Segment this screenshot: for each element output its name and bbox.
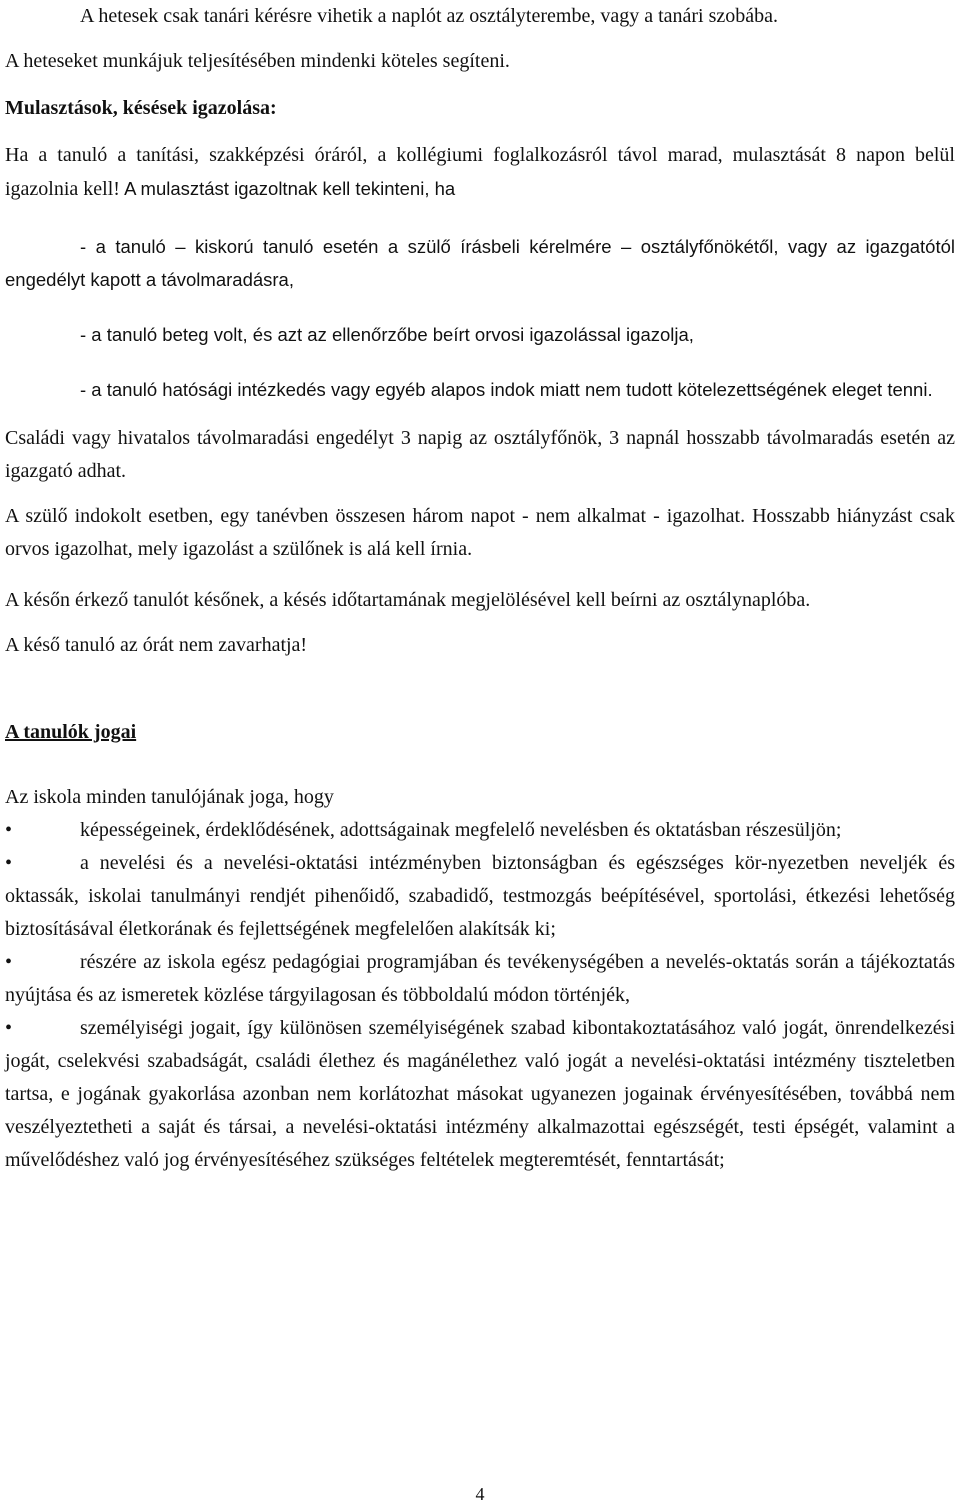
paragraph-rights-intro: Az iskola minden tanulójának joga, hogy — [5, 786, 334, 808]
rights-item — [5, 946, 955, 1012]
bullet-glyph: • — [5, 819, 13, 841]
rights-item-text: személyiségi jogait, így különösen személyiségének szabad kibontakoztatásához való jogát, önrendelkezési jogát, cselekvési szabadságát, családi élethez és magánélethez való jogát a nevelési-oktatási intézmény tiszteletben tartsa, e jogának gyakorlása azonban nem korlátozhat másokat ugyanezen jogainak érvényesítésében, továbbá nem veszélyeztetheti a saját és társai, a nevelési-oktatási intézmény alkalmazottai egészségét, testi épségét, valamint a művelődéshez való jog érvényesítéséhez szükséges feltételek megteremtését, fenntartását; — [5, 1017, 955, 1171]
paragraph-late-arrival: A későn érkező tanulót későnek, a késés időtartamának megjelölésével kell beírni az osztálynaplóba. — [5, 589, 811, 611]
bullet-glyph: • — [5, 852, 13, 874]
condition-authority: - a tanuló hatósági intézkedés vagy egyéb alapos indok miatt nem tudott kötelezettségének eleget tenni. — [80, 379, 933, 400]
paragraph-parent-excuse: A szülő indokolt esetben, egy tanévben összesen három napot - nem alkalmat - igazolhat. Hosszabb hiányzást csak orvos igazolhat, mely igazolást a szülőnek is alá kell írnia. — [5, 505, 955, 560]
condition-illness: - a tanuló beteg volt, és azt az ellenőrzőbe beírt orvosi igazolással igazolja, — [80, 324, 694, 345]
absence-intro-sans: A mulasztást igazoltnak kell tekinteni, ha — [119, 178, 456, 199]
rights-item-text: a nevelési és a nevelési-oktatási intézményben biztonságban és egészséges kör-nyezetben neveljék és oktassák, iskolai tanulmányi rendjét pihenőidő, szabadidő, testmozgás beépítésével, sportolási, étkezési lehetőség biztosításával életkorának és fejlettségének megfelelően alakítsák ki; — [5, 852, 955, 940]
bullet-glyph: • — [5, 951, 13, 973]
rights-item — [5, 847, 955, 946]
bullet-text: A hetesek csak tanári kérésre vihetik a naplót az osztályterembe, vagy a tanári szobába. — [80, 5, 779, 27]
condition-permission: - a tanuló – kiskorú tanuló esetén a szülő írásbeli kérelmére – osztályfőnökétől, vagy az igazgatótól engedélyt kapott a távolmaradásra, — [5, 236, 955, 290]
rights-item-text: részére az iskola egész pedagógiai programjában és tevékenységében a nevelés-oktatás során a tájékoztatás nyújtása és az ismeretek közlése tárgyilagosan és többoldalú módon történjék, — [5, 951, 955, 1006]
section-heading-absences: Mulasztások, késések igazolása: — [5, 97, 277, 119]
absence-conditions-list — [5, 230, 955, 406]
bullet-item-journal — [5, 0, 955, 33]
bullet-glyph — [0, 0, 5, 33]
paragraph-absence-intro — [5, 139, 955, 206]
rights-item-text: képességeinek, érdeklődésének, adottságainak megfelelő nevelésben és oktatásban részesüljön; — [80, 819, 842, 841]
paragraph-no-disturb: A késő tanuló az órát nem zavarhatja! — [5, 634, 308, 656]
absence-intro-serif: Ha a tanuló a tanítási, szakképzési óráról, a kollégiumi foglalkozásról távol marad, mulasztását 8 napon belül igazolnia kell! — [5, 144, 955, 200]
rights-item — [5, 1012, 955, 1177]
paragraph-help: A heteseket munkájuk teljesítésében mindenki köteles segíteni. — [5, 50, 510, 72]
rights-list — [5, 814, 955, 1177]
section-heading-rights: A tanulók jogai — [5, 721, 137, 743]
page-number: 4 — [475, 1484, 485, 1504]
rights-item — [5, 814, 955, 847]
bullet-glyph: • — [5, 1017, 13, 1039]
paragraph-family-leave: Családi vagy hivatalos távolmaradási engedélyt 3 napig az osztályfőnök, 3 napnál hosszabb távolmaradás esetén az igazgató adhat. — [5, 427, 955, 482]
